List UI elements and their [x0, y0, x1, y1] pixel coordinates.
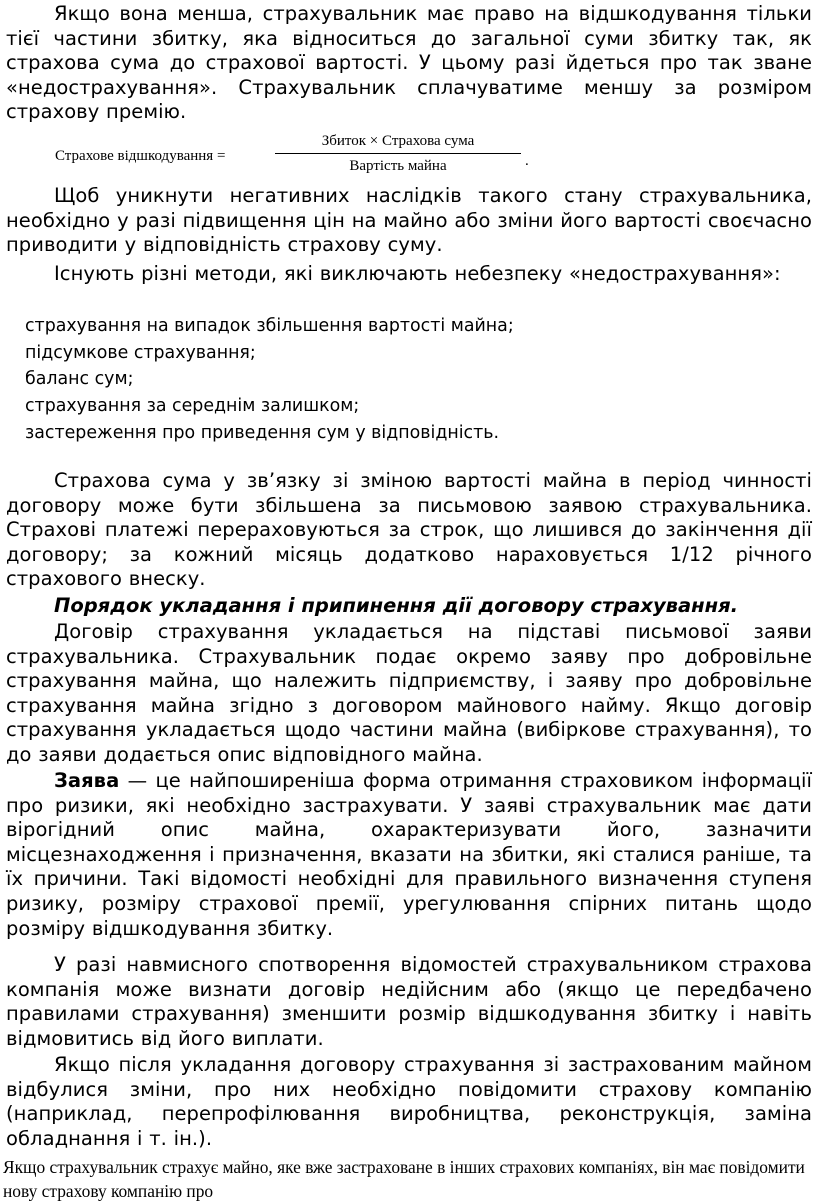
paragraph-changes-notice: Якщо після укладання договору страхування зі застрахованим майном відбулися зміни, про них необхідно повідомити страхову компанію (наприклад, перепрофілювання виробництва, реконструкція, заміна обладнання і т. ін.). — [6, 1053, 812, 1150]
formula-numerator: Збиток × Страхова сума — [275, 133, 521, 154]
list-item: страхування на випадок збільшення вартості майна; — [25, 316, 514, 336]
list-item: застереження про приведення сум у відповідність. — [25, 422, 500, 443]
methods-list — [25, 313, 514, 447]
formula-trailing-dot: . — [525, 153, 529, 169]
application-definition: — це найпоширеніша форма отримання страховиком інформації про ризики, які необхідно застрахувати. У заяві страхувальник має дати вірогідний опис майна, охарактеризувати його, зазначити місцезнаходження і призначення, вказати на збитки, які сталися раніше, та їх причини. Такі відомості необхідні для правильного визначення ступеня ризику, розміру страхової премії, урегулювання спірних питань щодо розміру відшкодування збитку. — [6, 769, 812, 940]
list-item: баланс сум; — [25, 369, 134, 390]
list-item: страхування за середнім залишком; — [25, 396, 360, 417]
term-application: Заява — [54, 769, 120, 792]
formula-lhs: Страхове відшкодування = — [55, 148, 226, 164]
paragraph-methods-intro: Існують різні методи, які виключають небезпеку «недострахування»: — [54, 262, 781, 285]
section-heading: Порядок укладання і припинення дії договору страхування. — [54, 594, 739, 617]
paragraph-application — [6, 769, 812, 941]
paragraph-contract-basis: Договір страхування укладається на підставі письмової заяви страхувальника. Страхувальник подає окремо заяву про добровільне страхування майна, що належить підприємству, і заяву про добровільне страхування майна згідно з договором майнового найму. Якщо договір страхування укладається щодо частини майна (вибіркове страхування), то до заяви додається опис відповідного майна. — [6, 620, 812, 766]
formula-denominator: Вартість майна — [349, 158, 447, 174]
paragraph-other-insurers: Якщо страхувальник страхує майно, яке вже застраховане в інших страхових компаніях, він має повідомити нову страхову компанію про — [3, 1157, 805, 1201]
paragraph-avoid-consequences: Щоб уникнути негативних наслідків такого стану страхувальника, необхідно у разі підвищення цін на майно або зміни його вартості своєчасно приводити у відповідність страхову суму. — [6, 184, 812, 257]
paragraph-distortion: У разі навмисного спотворення відомостей страхувальником страхова компанія може визнати договір недійсним або (якщо це передбачено правилами страхування) зменшити розмір відшкодування збитку і навіть відмовитись від його виплати. — [6, 953, 812, 1050]
list-item: підсумкове страхування; — [25, 342, 256, 363]
paragraph-sum-increase: Страхова сума у зв’язку зі зміною вартості майна в період чинності договору може бути збільшена за письмовою заявою страхувальника. Страхові платежі перераховуються за строк, що лишився до закінчення дії договору; за кожний місяць додатково нараховується 1/12 річного страхового внеску. — [6, 469, 812, 591]
paragraph-underinsurance: Якщо вона менша, страхувальник має право на відшкодування тільки тієї частини збитку, яка відноситься до загальної суми збитку так, як страхова сума до страхової вартості. У цьому разі йдеться про так зване «недострахування». Страхувальник сплачуватиме меншу за розміром страхову премію. — [6, 2, 812, 124]
formula-fraction — [275, 133, 521, 175]
